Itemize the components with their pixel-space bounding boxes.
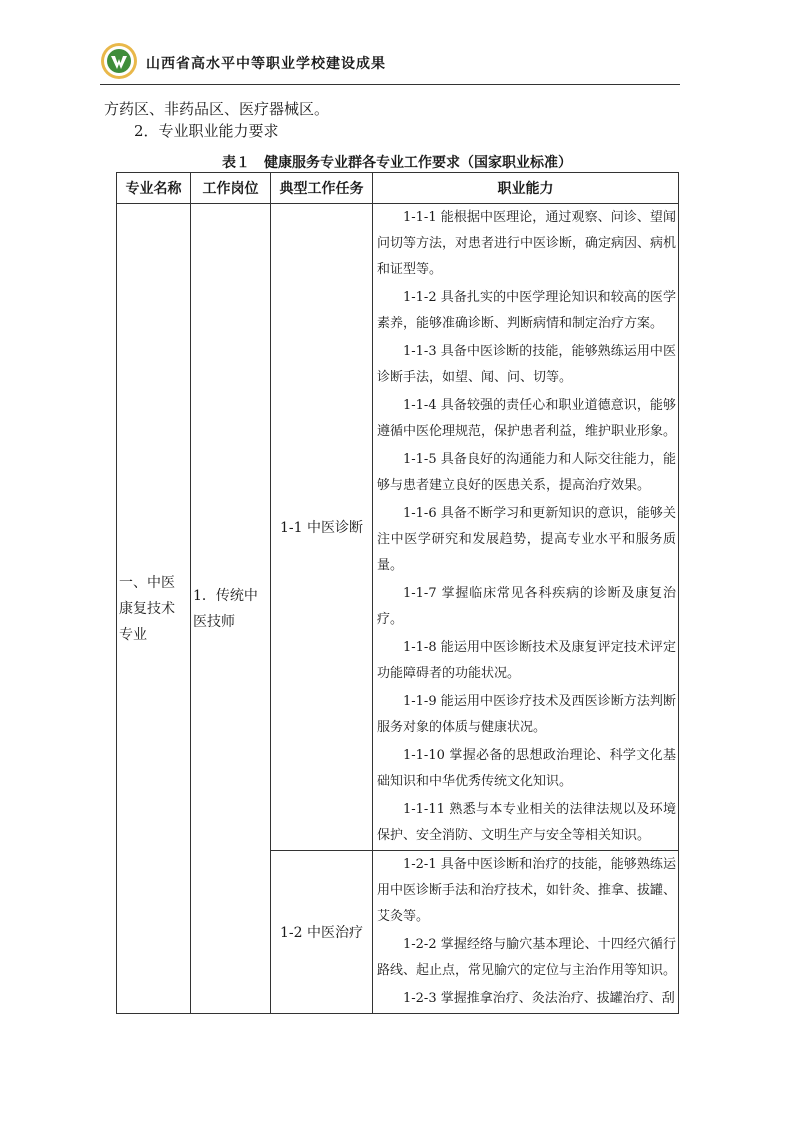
major-name: 一、中医康复技术专业: [119, 574, 175, 643]
task-name: 1-1 中医诊断: [280, 520, 363, 536]
header-ability: 职业能力: [373, 173, 679, 204]
ability-item: 1-1-2 具备扎实的中医学理论知识和较高的医学素养，能够准确诊断、判断病情和制定治疗方案。: [377, 290, 676, 331]
requirements-table: [116, 172, 679, 1014]
ability-item: 1-1-4 具备较强的责任心和职业道德意识，能够遵循中医伦理规范，保护患者利益，维护职业形象。: [377, 398, 677, 439]
section-heading: 2．专业职业能力要求: [134, 122, 279, 140]
ability-item: 1-2-3 掌握推拿治疗、灸法治疗、拔罐治疗、刮: [403, 991, 675, 1006]
position-cell: [191, 204, 271, 1014]
table-caption: 表１ 健康服务专业群各专业工作要求（国家职业标准）: [222, 155, 572, 171]
header-major: 专业名称: [117, 173, 191, 204]
page-header: [100, 40, 680, 86]
ability-item: 1-1-5 具备良好的沟通能力和人际交往能力，能够与患者建立良好的医患关系，提高治疗效果。: [377, 452, 676, 493]
ability-item: 1-1-10 掌握必备的思想政治理论、科学文化基础知识和中华优秀传统文化知识。: [377, 748, 676, 789]
ability-item: 1-1-11 熟悉与本专业相关的法律法规以及环境保护、安全消防、文明生产与安全等相关知识。: [377, 802, 676, 843]
task-cell: [271, 851, 373, 1014]
ability-item: 1-1-8 能运用中医诊断技术及康复评定技术评定功能障碍者的功能状况。: [377, 640, 676, 681]
school-emblem-icon: [100, 42, 138, 80]
position-name: 1．传统中医技师: [193, 587, 258, 630]
intro-line-1: 方药区、非药品区、医疗器械区。: [104, 100, 330, 118]
ability-item: 1-1-3 具备中医诊断的技能，能够熟练运用中医诊断手法，如望、闻、问、切等。: [377, 344, 676, 385]
header-divider: [100, 84, 680, 85]
header-position: 工作岗位: [191, 173, 271, 204]
task-name: 1-2 中医治疗: [280, 925, 363, 941]
ability-item: 1-1-1 能根据中医理论，通过观察、问诊、望闻问切等方法，对患者进行中医诊断，确定病因、病机和证型等。: [377, 210, 677, 277]
ability-cell: [373, 851, 679, 1014]
header-title: 山西省高水平中等职业学校建设成果: [146, 56, 386, 72]
ability-item: 1-2-2 掌握经络与腧穴基本理论、十四经穴循行路线、起止点，常见腧穴的定位与主治作用等知识。: [377, 937, 677, 978]
header-task: 典型工作任务: [271, 173, 373, 204]
major-cell: [117, 204, 191, 1014]
ability-cell: [373, 204, 679, 851]
table-row: [117, 204, 679, 851]
ability-item: 1-1-6 具备不断学习和更新知识的意识，能够关注中医学研究和发展趋势，提高专业水平和服务质量。: [377, 506, 676, 573]
ability-item: 1-1-9 能运用中医诊疗技术及西医诊断方法判断服务对象的体质与健康状况。: [377, 694, 676, 735]
task-cell: [271, 204, 373, 851]
table-header-row: [117, 173, 679, 204]
ability-item: 1-1-7 掌握临床常见各科疾病的诊断及康复治疗。: [377, 586, 676, 627]
ability-item: 1-2-1 具备中医诊断和治疗的技能，能够熟练运用中医诊断手法和治疗技术，如针灸、推拿、拔罐、艾灸等。: [377, 857, 677, 924]
